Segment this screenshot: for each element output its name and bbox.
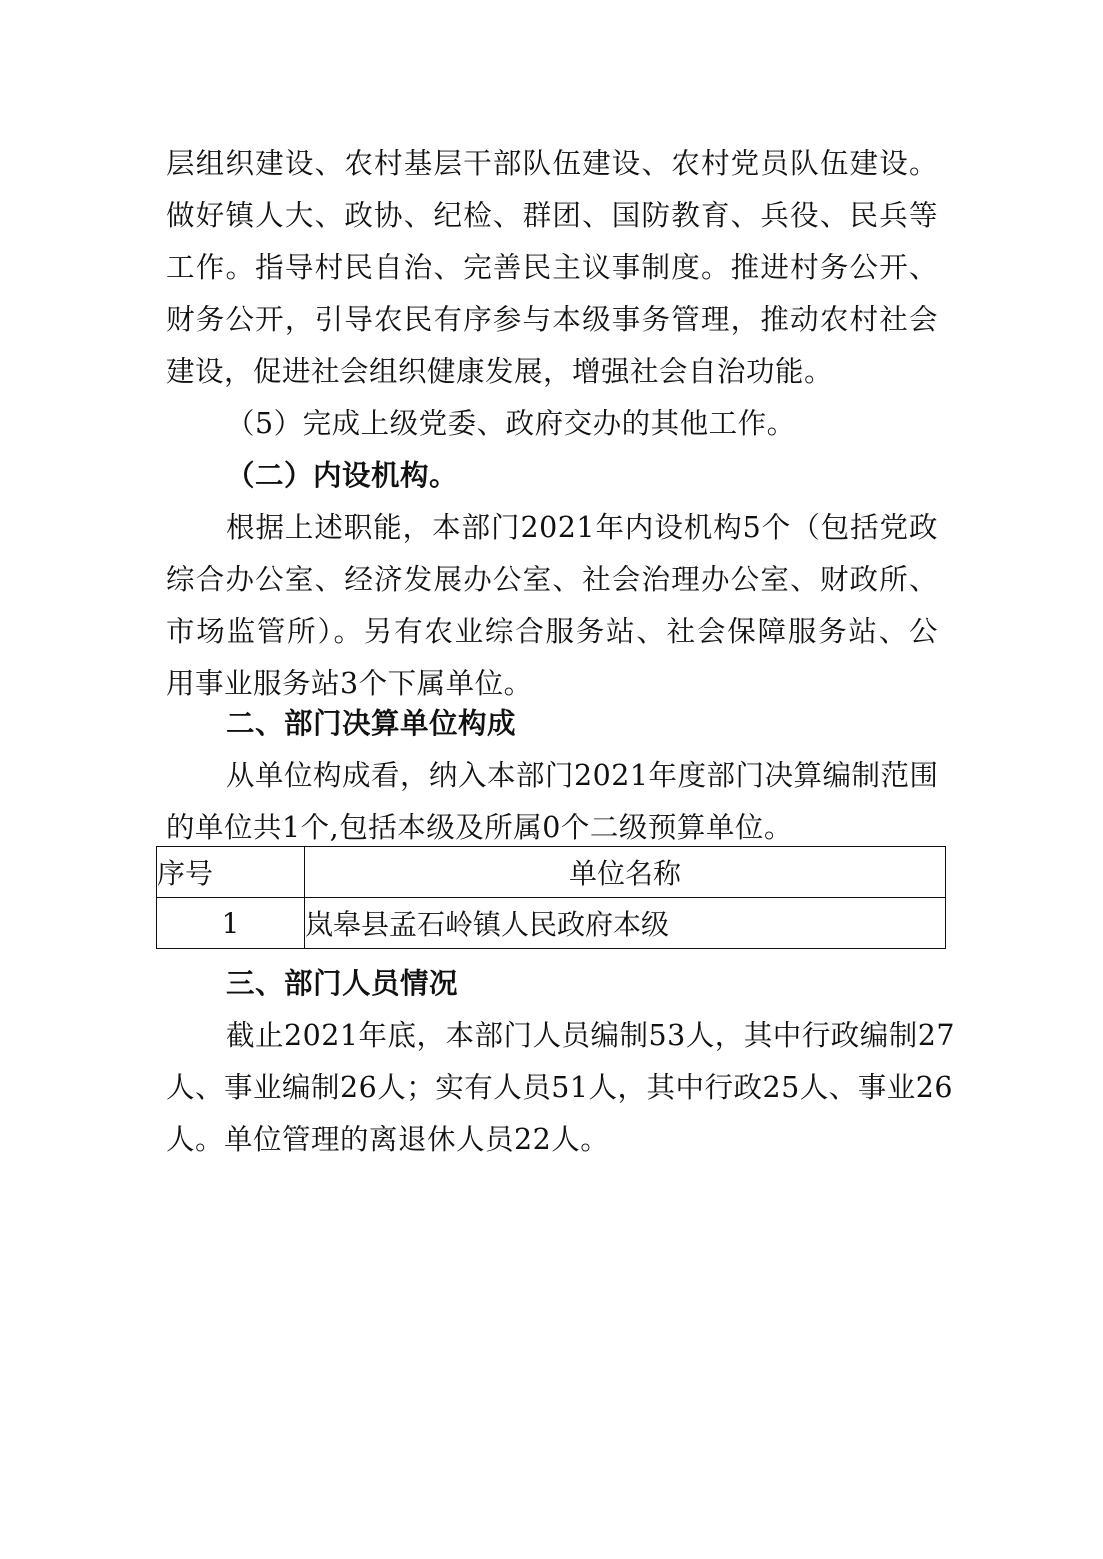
text-line: 做好镇人大、政协、纪检、群团、国防教育、兵役、民兵等 <box>166 199 938 232</box>
text-line: 财务公开，引导农民有序参与本级事务管理，推动农村社会 <box>166 303 938 336</box>
text-line: 的单位共1个,包括本级及所属0个二级预算单位。 <box>166 811 793 844</box>
text-line: 根据上述职能，本部门2021年内设机构5个（包括党政 <box>226 511 938 544</box>
text-line: 人、事业编制26人；实有人员51人，其中行政25人、事业26 <box>166 1071 954 1104</box>
text-line: 工作。指导村民自治、完善民主议事制度。推进村务公开、 <box>166 251 938 284</box>
table-row <box>157 898 946 949</box>
list-item-5: （5）完成上级党委、政府交办的其他工作。 <box>226 407 796 440</box>
text-line: 截止2021年底，本部门人员编制53人，其中行政编制27 <box>226 1019 956 1052</box>
text-line: 建设，促进社会组织健康发展，增强社会自治功能。 <box>166 355 834 388</box>
section-heading-unit-composition: 二、部门决算单位构成 <box>226 707 517 740</box>
unit-table <box>156 846 946 949</box>
text-line: 用事业服务站3个下属单位。 <box>166 667 533 700</box>
column-header-number: 序号 <box>157 847 305 898</box>
text-line: 综合办公室、经济发展办公室、社会治理办公室、财政所、 <box>166 563 938 596</box>
section-heading-internal-structure: （二）内设机构。 <box>226 459 459 492</box>
text-line: 市场监管所）。另有农业综合服务站、社会保障服务站、公 <box>166 615 938 648</box>
table-header-row <box>157 847 946 898</box>
table-cell-number: 1 <box>157 898 305 949</box>
table-cell-unit-name: 岚皋县孟石岭镇人民政府本级 <box>305 898 946 949</box>
text-line: 从单位构成看，纳入本部门2021年度部门决算编制范围 <box>226 759 939 792</box>
section-heading-staff: 三、部门人员情况 <box>226 967 459 1000</box>
column-header-unit-name: 单位名称 <box>305 847 946 898</box>
text-line: 层组织建设、农村基层干部队伍建设、农村党员队伍建设。 <box>166 147 938 180</box>
text-line: 人。单位管理的离退休人员22人。 <box>166 1123 610 1156</box>
